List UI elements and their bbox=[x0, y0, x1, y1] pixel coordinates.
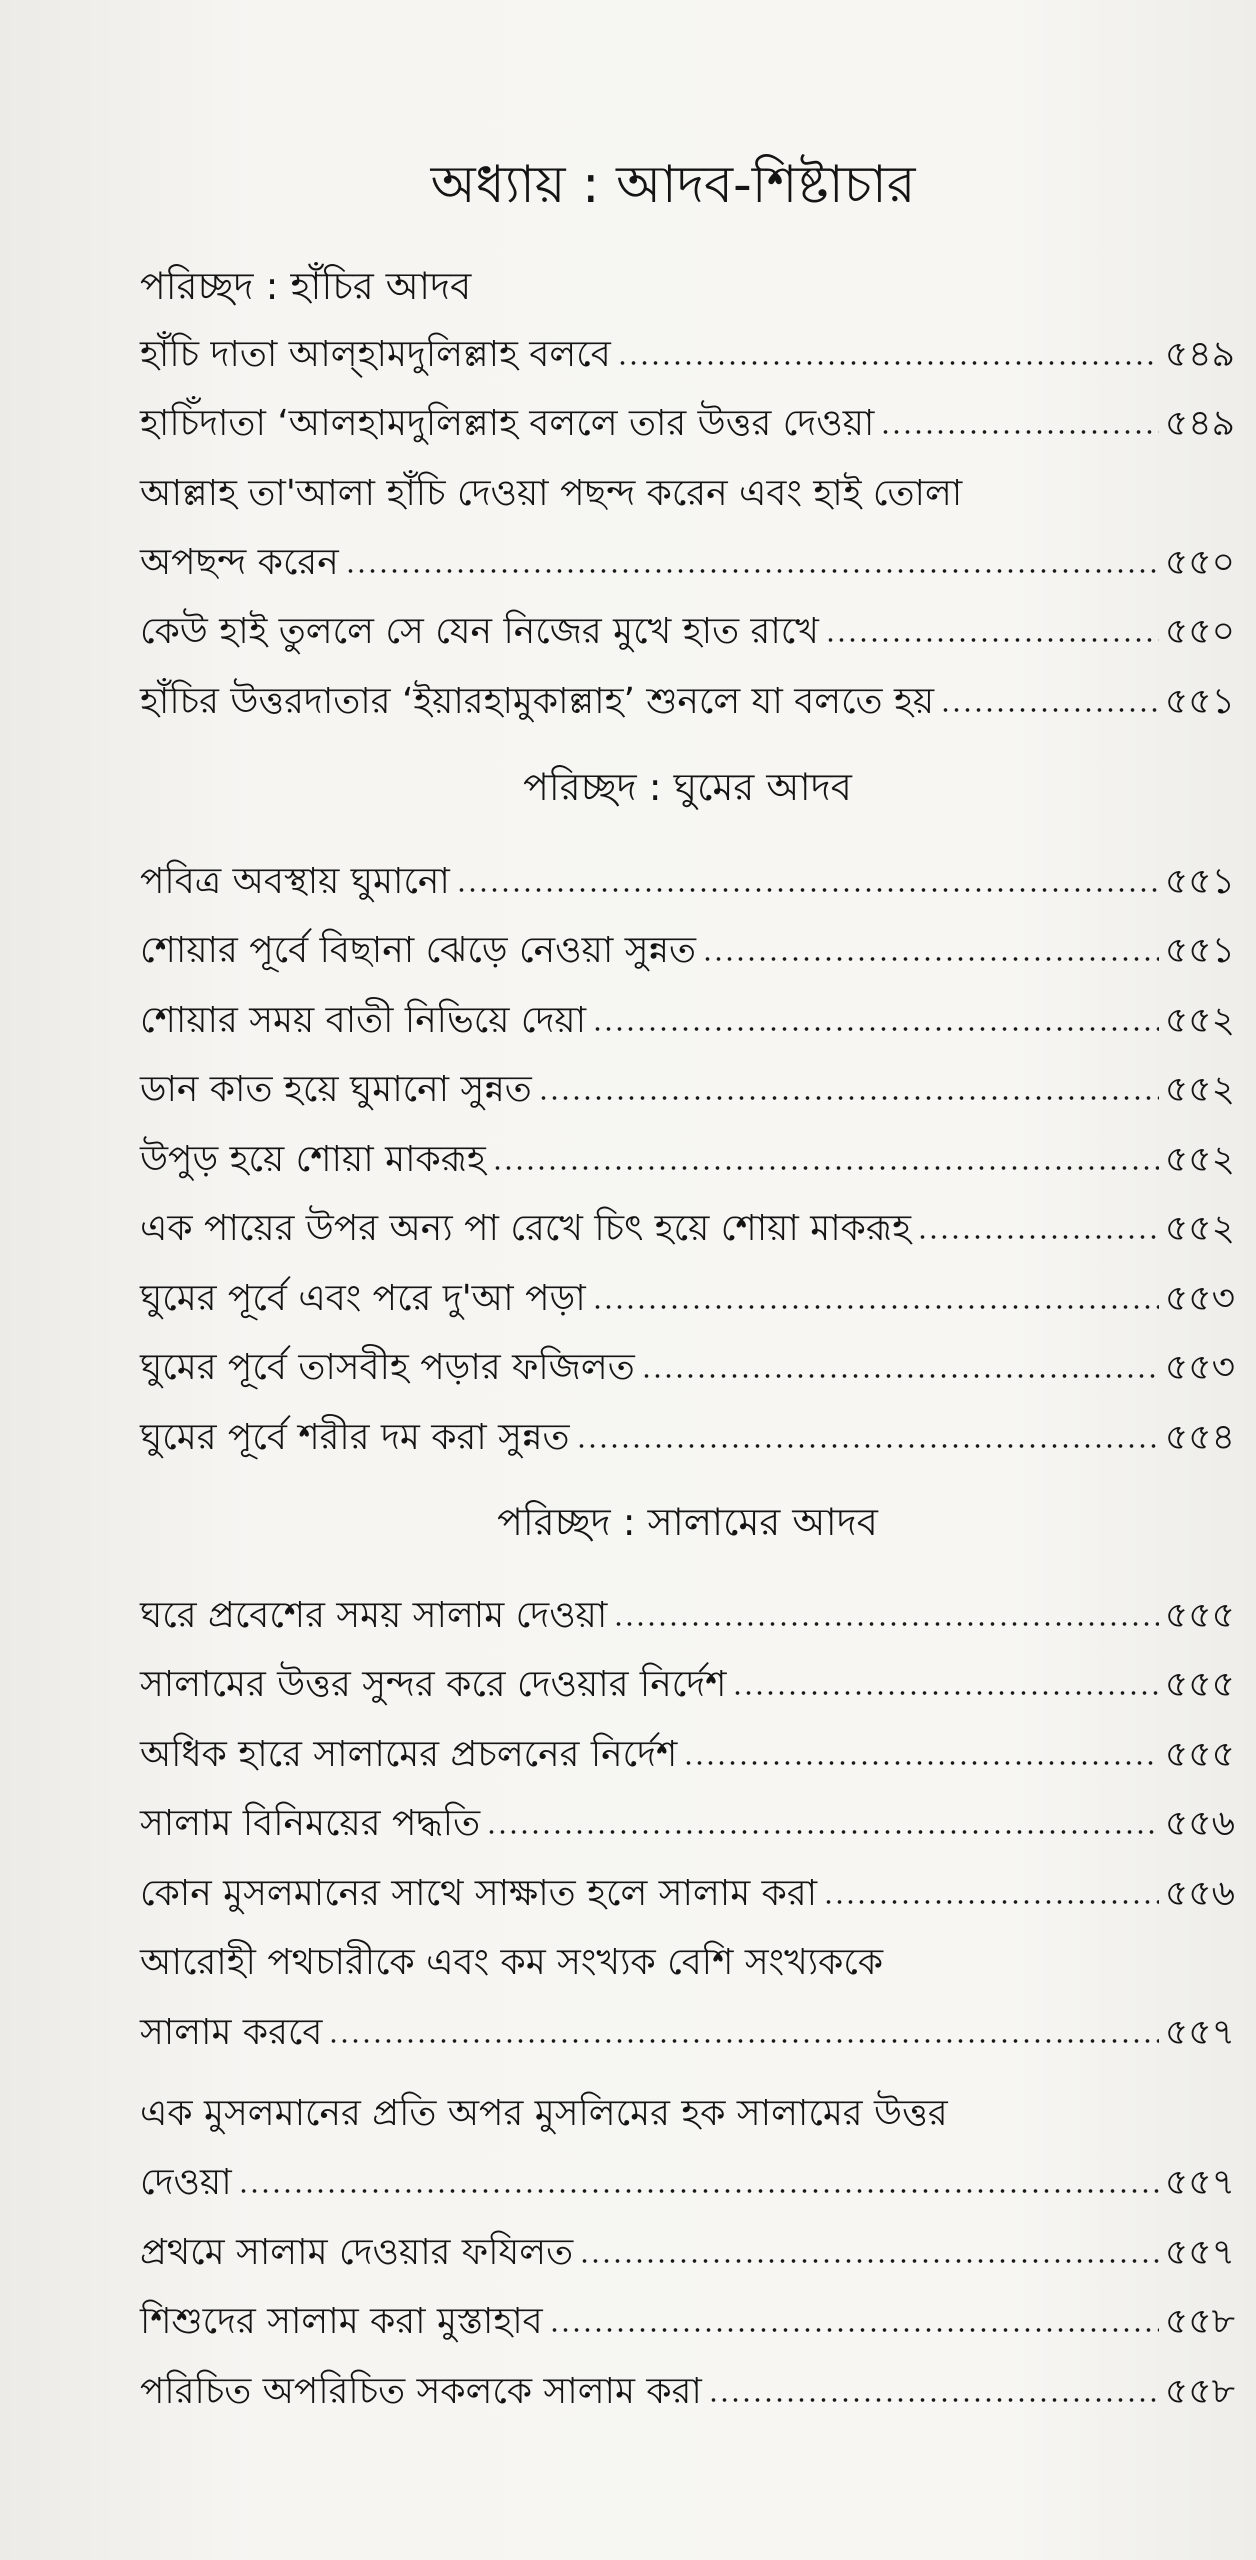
toc-entry[interactable] bbox=[140, 382, 1235, 446]
table-of-contents bbox=[140, 0, 1235, 2560]
chapter-title: অধ্যায় : আদব-শিষ্টাচার bbox=[430, 155, 916, 215]
entry-title: দেওয়া bbox=[140, 2162, 232, 2203]
toc-entry[interactable] bbox=[140, 1326, 1235, 1390]
toc-entry[interactable] bbox=[140, 1396, 1235, 1460]
dot-leader bbox=[328, 2036, 1158, 2046]
toc-entry[interactable] bbox=[140, 1187, 1235, 1251]
dot-leader bbox=[732, 1688, 1159, 1698]
entry-page-number: ৫৫২ bbox=[1164, 1139, 1235, 1180]
entry-page-number: ৫৫০ bbox=[1164, 542, 1235, 583]
dot-leader bbox=[576, 1441, 1159, 1451]
entry-title: হাঁচির উত্তরদাতার ‘ইয়ারহামুকাল্লাহ’ শুনলে যা বলতে হয় bbox=[140, 681, 935, 722]
entry-title: হাচিঁদাতা ‘আলহামদুলিল্লাহ বললে তার উত্তর দেওয়া bbox=[140, 403, 875, 444]
dot-leader bbox=[538, 1093, 1159, 1103]
entry-title: সালাম বিনিময়ের পদ্ধতি bbox=[140, 1803, 481, 1844]
toc-entry[interactable] bbox=[140, 2280, 1235, 2344]
dot-leader bbox=[880, 427, 1159, 437]
entry-page-number: ৫৪৯ bbox=[1164, 334, 1235, 375]
toc-entry[interactable] bbox=[140, 1118, 1235, 1182]
dot-leader bbox=[823, 1897, 1159, 1907]
dot-leader bbox=[549, 2325, 1159, 2335]
toc-entry[interactable] bbox=[140, 840, 1235, 904]
entry-title-line1: আরোহী পথচারীকে এবং কম সংখ্যক বেশি সংখ্যককে bbox=[140, 1942, 884, 1983]
entry-title: পরিচিত অপরিচিত সকলকে সালাম করা bbox=[140, 2371, 702, 2412]
entry-title: ঘরে প্রবেশের সময় সালাম দেওয়া bbox=[140, 1595, 608, 1636]
dot-leader bbox=[238, 2186, 1159, 2196]
toc-entry[interactable] bbox=[140, 2211, 1235, 2275]
toc-entry[interactable] bbox=[140, 909, 1235, 973]
toc-entry[interactable] bbox=[140, 660, 1235, 724]
entry-title: ঘুমের পূর্বে এবং পরে দু'আ পড়া bbox=[140, 1278, 586, 1319]
dot-leader bbox=[683, 1758, 1159, 1768]
toc-entry[interactable] bbox=[140, 1782, 1235, 1846]
entry-title: ডান কাত হয়ে ঘুমানো সুন্নত bbox=[140, 1069, 532, 1110]
entry-title: কেউ হাই তুললে সে যেন নিজের মুখে হাত রাখে bbox=[140, 611, 819, 652]
toc-entry[interactable] bbox=[140, 521, 1235, 585]
entry-page-number: ৫৫২ bbox=[1164, 1000, 1235, 1041]
section-heading-sneeze: পরিচ্ছদ : হাঁচির আদব bbox=[140, 264, 472, 308]
dot-leader bbox=[486, 1827, 1159, 1837]
dot-leader bbox=[345, 566, 1159, 576]
entry-page-number: ৫৫৫ bbox=[1164, 1734, 1235, 1775]
toc-entry[interactable] bbox=[140, 1991, 1235, 2055]
entry-page-number: ৫৫৫ bbox=[1164, 1664, 1235, 1705]
toc-entry[interactable] bbox=[140, 590, 1235, 654]
toc-entry[interactable] bbox=[140, 1852, 1235, 1916]
entry-title: অপছন্দ করেন bbox=[140, 542, 339, 583]
toc-entry[interactable] bbox=[140, 1643, 1235, 1707]
entry-title: শিশুদের সালাম করা মুস্তাহাব bbox=[140, 2301, 543, 2342]
dot-leader bbox=[708, 2395, 1159, 2405]
entry-page-number: ৫৫৪ bbox=[1164, 1417, 1235, 1458]
dot-leader bbox=[917, 1232, 1159, 1242]
dot-leader bbox=[940, 705, 1159, 715]
entry-title: ঘুমের পূর্বে শরীর দম করা সুন্নত bbox=[140, 1417, 570, 1458]
dot-leader bbox=[702, 954, 1159, 964]
entry-page-number: ৫৫৭ bbox=[1164, 2012, 1235, 2053]
toc-entry[interactable] bbox=[140, 2141, 1235, 2205]
toc-entry-line1[interactable] bbox=[140, 1921, 1235, 1985]
entry-title: উপুড় হয়ে শোয়া মাকরূহ bbox=[140, 1139, 486, 1180]
dot-leader bbox=[592, 1302, 1159, 1312]
toc-entry[interactable] bbox=[140, 1048, 1235, 1112]
dot-leader bbox=[825, 635, 1159, 645]
section-heading-sleep: পরিচ্ছদ : ঘুমের আদব bbox=[523, 765, 852, 809]
entry-title-line1: আল্লাহ তা'আলা হাঁচি দেওয়া পছন্দ করেন এবং হাই তোলা bbox=[140, 473, 963, 514]
entry-page-number: ৫৫৮ bbox=[1164, 2301, 1235, 2342]
entry-title: অধিক হারে সালামের প্রচলনের নির্দেশ bbox=[140, 1734, 678, 1775]
entry-page-number: ৫৫১ bbox=[1164, 930, 1235, 971]
entry-page-number: ৫৫০ bbox=[1164, 611, 1235, 652]
entry-page-number: ৫৪৯ bbox=[1164, 403, 1235, 444]
entry-page-number: ৫৫৩ bbox=[1164, 1347, 1235, 1388]
entry-title: সালাম করবে bbox=[140, 2012, 323, 2053]
entry-title-line1: এক মুসলমানের প্রতি অপর মুসলিমের হক সালামের উত্তর bbox=[140, 2093, 948, 2134]
entry-page-number: ৫৫২ bbox=[1164, 1208, 1235, 1249]
entry-page-number: ৫৫৩ bbox=[1164, 1278, 1235, 1319]
entry-page-number: ৫৫৬ bbox=[1164, 1873, 1235, 1914]
toc-entry[interactable] bbox=[140, 1713, 1235, 1777]
entry-page-number: ৫৫৭ bbox=[1164, 2162, 1235, 2203]
section-heading-salam: পরিচ্ছদ : সালামের আদব bbox=[497, 1500, 878, 1544]
toc-entry[interactable] bbox=[140, 2350, 1235, 2414]
dot-leader bbox=[617, 358, 1159, 368]
entry-page-number: ৫৫৮ bbox=[1164, 2371, 1235, 2412]
entry-title: হাঁচি দাতা আল্‌হামদুলিল্লাহ বলবে bbox=[140, 334, 611, 375]
dot-leader bbox=[613, 1619, 1159, 1629]
entry-title: শোয়ার সময় বাতী নিভিয়ে দেয়া bbox=[140, 1000, 587, 1041]
toc-entry[interactable] bbox=[140, 1257, 1235, 1321]
entry-page-number: ৫৫৫ bbox=[1164, 1595, 1235, 1636]
toc-entry[interactable] bbox=[140, 313, 1235, 377]
entry-title: প্রথমে সালাম দেওয়ার ফযিলত bbox=[140, 2232, 574, 2273]
toc-entry-line1[interactable] bbox=[140, 452, 1235, 516]
toc-entry[interactable] bbox=[140, 979, 1235, 1043]
dot-leader bbox=[641, 1371, 1159, 1381]
dot-leader bbox=[492, 1163, 1159, 1173]
entry-page-number: ৫৫১ bbox=[1164, 681, 1235, 722]
entry-title: সালামের উত্তর সুন্দর করে দেওয়ার নির্দেশ bbox=[140, 1664, 727, 1705]
entry-title: ঘুমের পূর্বে তাসবীহ পড়ার ফজিলত bbox=[140, 1347, 635, 1388]
dot-leader bbox=[592, 1024, 1159, 1034]
toc-entry-line1[interactable] bbox=[140, 2072, 1235, 2136]
entry-title: শোয়ার পূর্বে বিছানা ঝেড়ে নেওয়া সুন্নত bbox=[140, 930, 697, 971]
entry-title: কোন মুসলমানের সাথে সাক্ষাত হলে সালাম করা bbox=[140, 1873, 818, 1914]
toc-entry[interactable] bbox=[140, 1574, 1235, 1638]
dot-leader bbox=[579, 2256, 1159, 2266]
entry-title: পবিত্র অবস্থায় ঘুমানো bbox=[140, 861, 450, 902]
entry-page-number: ৫৫১ bbox=[1164, 861, 1235, 902]
entry-title: এক পায়ের উপর অন্য পা রেখে চিৎ হয়ে শোয়া মাকরূহ bbox=[140, 1208, 911, 1249]
entry-page-number: ৫৫২ bbox=[1164, 1069, 1235, 1110]
dot-leader bbox=[456, 885, 1159, 895]
entry-page-number: ৫৫৭ bbox=[1164, 2232, 1235, 2273]
entry-page-number: ৫৫৬ bbox=[1164, 1803, 1235, 1844]
